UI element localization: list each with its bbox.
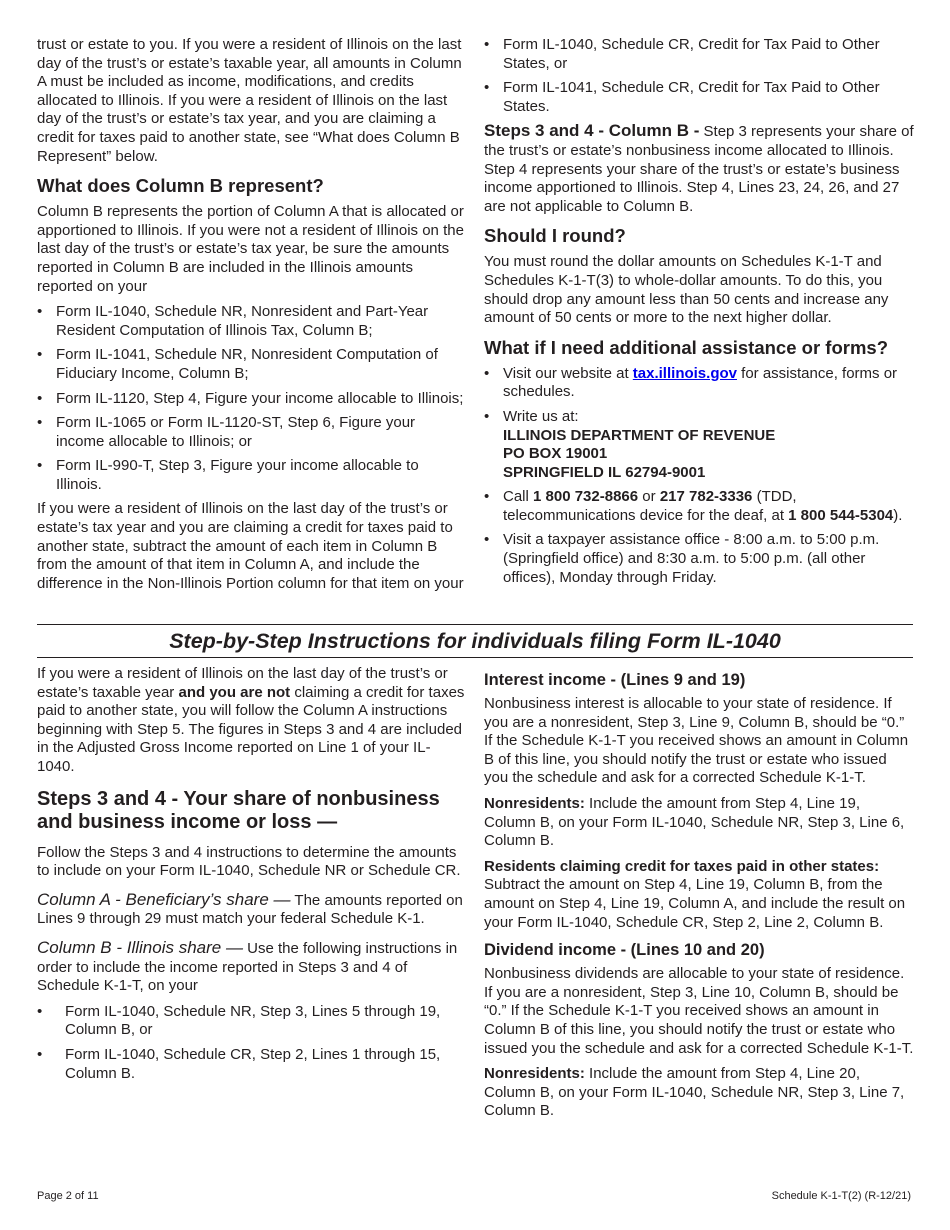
banner-top-rule	[37, 624, 913, 625]
dividend-nonresidents-paragraph: Nonresidents: Include the amount from Step 4, Line 20, Column B, on your Form IL-1040, Schedule NR, Step 3, Line 7, Column B.	[484, 1065, 905, 1120]
column-a-lead: Column A - Beneficiary’s share —	[37, 889, 291, 909]
heading-dividend-income: Dividend income - (Lines 10 and 20)	[484, 941, 765, 960]
schedule-cr-list	[484, 36, 914, 116]
column-b-illinois-paragraph: Column B - Illinois share — Use the following instructions in order to include the income reported in Steps 3 and 4 of Schedule K-1-T, on your	[37, 937, 458, 995]
list-item: • Form IL-1120, Step 4, Figure your income allocable to Illinois;	[37, 390, 467, 409]
list-item: • Form IL-1041, Schedule NR, Nonresident Computation of Fiduciary Income, Column B;	[37, 346, 467, 383]
form-identifier: Schedule K-1-T(2) (R-12/21)	[771, 1190, 911, 1202]
heading-interest-income: Interest income - (Lines 9 and 19)	[484, 671, 746, 689]
column-a-paragraph: Column A - Beneficiary’s share — The amounts reported on Lines 9 through 29 must match your federal Schedule K-1.	[37, 889, 463, 928]
assistance-list	[484, 365, 914, 588]
list-item: • Form IL-1040, Schedule NR, Nonresident and Part-Year Resident Computation of Illinois Tax, Column B;	[37, 303, 467, 340]
tax-illinois-link[interactable]: tax.illinois.gov	[632, 364, 737, 382]
phone-number: 217 782-3336	[659, 488, 753, 506]
top-left-column	[37, 36, 467, 600]
address-line: SPRINGFIELD IL 62794-9001	[503, 463, 706, 481]
list-item: • Form IL-990-T, Step 3, Figure your income allocable to Illinois.	[37, 457, 467, 494]
phone-number: 1 800 732-8866	[533, 488, 639, 506]
list-item: • Form IL-1040, Schedule NR, Step 3, Lines 5 through 19, Column B, or	[37, 1003, 467, 1040]
il-1040-schedule-list	[37, 1003, 467, 1083]
bottom-right-column	[484, 665, 914, 1128]
heading-assistance: What if I need additional assistance or forms?	[484, 336, 888, 358]
page-number: Page 2 of 11	[37, 1190, 99, 1202]
heading-steps-3-4: Steps 3 and 4 - Your share of nonbusiness and business income or loss —	[37, 787, 440, 833]
resident-credit-paragraph: If you were a resident of Illinois on the last day of the trust’s or estate’s tax year and you are claiming a credit for taxes paid to another state, subtract the amount of each item in Column B from the amount of that item in Column A, and include the difference in the Non-Illinois Portion column for that item on your	[37, 500, 464, 592]
interest-residents-paragraph: Residents claiming credit for taxes paid in other states: Subtract the amount on Step 4, Line 19, Column B, from the amount on Step 4, Line 19, Column A, and include the result on your Form IL-1040, Schedule CR, Step 2, Line 2, Column B.	[484, 857, 906, 931]
heading-should-i-round: Should I round?	[484, 225, 626, 247]
dividend-paragraph: Nonbusiness dividends are allocable to your state of residence. If you are a nonresident, Step 3, Line 10, Column B, should be “0.” If the Schedule K-1-T you received shows an amount in Column B of this line, you should notify the trust or estate who issued you the schedule and ask for a corrected Schedule K-1-T.	[484, 965, 914, 1057]
list-item-phone: • Call 1 800 732-8866 or 217 782-3336 (TDD, telecommunications device for the deaf, at 1 800 544-5304).	[484, 488, 914, 525]
intro-paragraph: trust or estate to you. If you were a resident of Illinois on the last day of the trust’s or estate’s taxable year, all amounts in Column A must be included as income, modifications, and credits allocated to Illinois. If you were a resident of Illinois on the last day of the trust’s or estate’s tax year, and you are claiming a credit for taxes paid to another state, see “What does Column B Represent” below.	[37, 36, 462, 165]
tdd-number: 1 800 544-5304	[788, 506, 894, 524]
list-item-website: • Visit our website at tax.illinois.gov for assistance, forms or schedules.	[484, 365, 914, 402]
follow-steps-paragraph: Follow the Steps 3 and 4 instructions to determine the amounts to include on your Form IL-1040, Schedule NR or Schedule CR.	[37, 843, 461, 880]
column-b-lead: Column B - Illinois share —	[37, 937, 243, 957]
top-right-column	[484, 36, 914, 593]
address-line: PO BOX 19001	[503, 445, 608, 463]
resident-no-credit-paragraph: If you were a resident of Illinois on the last day of the trust’s or estate’s taxable year and you are not claiming a credit for taxes paid to another state, you will follow the Column A instructions beginning with Step 5. The figures in Steps 3 and 4 are included in the Adjusted Gross Income reported on Line 1 of your IL-1040.	[37, 665, 465, 775]
section-banner-title: Step-by-Step Instructions for individuals filing Form IL-1040	[169, 629, 781, 653]
list-item: • Form IL-1040, Schedule CR, Step 2, Lines 1 through 15, Column B.	[37, 1046, 467, 1083]
list-item-mail: • Write us at: ILLINOIS DEPARTMENT OF REVENUE PO BOX 19001 SPRINGFIELD IL 62794-9001	[484, 408, 914, 482]
interest-nonresidents-paragraph: Nonresidents: Include the amount from Step 4, Line 19, Column B, on your Form IL-1040, Schedule NR, Step 3, Line 6, Column B.	[484, 794, 905, 850]
rounding-paragraph: You must round the dollar amounts on Schedules K-1-T and Schedules K-1-T(3) to whole-dollar amounts. To do this, you should drop any amount less than 50 cents and increase any amount of 50 cents or more to the next higher dollar.	[484, 253, 889, 327]
address-line: ILLINOIS DEPARTMENT OF REVENUE	[503, 426, 776, 444]
heading-column-b: What does Column B represent?	[37, 175, 324, 197]
column-b-paragraph: Column B represents the portion of Column A that is allocated or apportioned to Illinois. If you were not a resident of Illinois on the last day of the trust’s or estate’s tax year, be sure the amounts reported in Column B are included in the Illinois amounts reported on your	[37, 203, 464, 295]
list-item-office: • Visit a taxpayer assistance office - 8:00 a.m. to 5:00 p.m. (Springfield office) and 8:30 a.m. to 5:00 p.m. (all other offices), Monday through Friday.	[484, 531, 914, 587]
list-item: • Form IL-1065 or Form IL-1120-ST, Step 6, Figure your income allocable to Illinois; or	[37, 414, 467, 451]
column-b-form-list	[37, 303, 467, 494]
steps-column-b-lead: Steps 3 and 4 - Column B -	[484, 121, 700, 141]
interest-paragraph: Nonbusiness interest is allocable to your state of residence. If you are a nonresident, Step 3, Line 9, Column B, should be “0.” If the Schedule K-1-T you received shows an amount in Column B of this line, you should notify the trust or estate who issued you the schedule and ask for a corrected Schedule K-1-T.	[484, 695, 909, 787]
steps-column-b-paragraph: Steps 3 and 4 - Column B - Step 3 represents your share of the trust’s or estate’s nonbusiness income allocated to Illinois. Step 4 represents your share of the trust’s or estate’s business income apportioned to Illinois. Step 4, Lines 23, 24, 26, and 27 are not applicable to Column B.	[484, 121, 914, 215]
banner-bottom-rule	[37, 657, 913, 658]
list-item: • Form IL-1041, Schedule CR, Credit for Tax Paid to Other States.	[484, 79, 914, 116]
bottom-left-column	[37, 665, 467, 1089]
list-item: • Form IL-1040, Schedule CR, Credit for Tax Paid to Other States, or	[484, 36, 914, 73]
